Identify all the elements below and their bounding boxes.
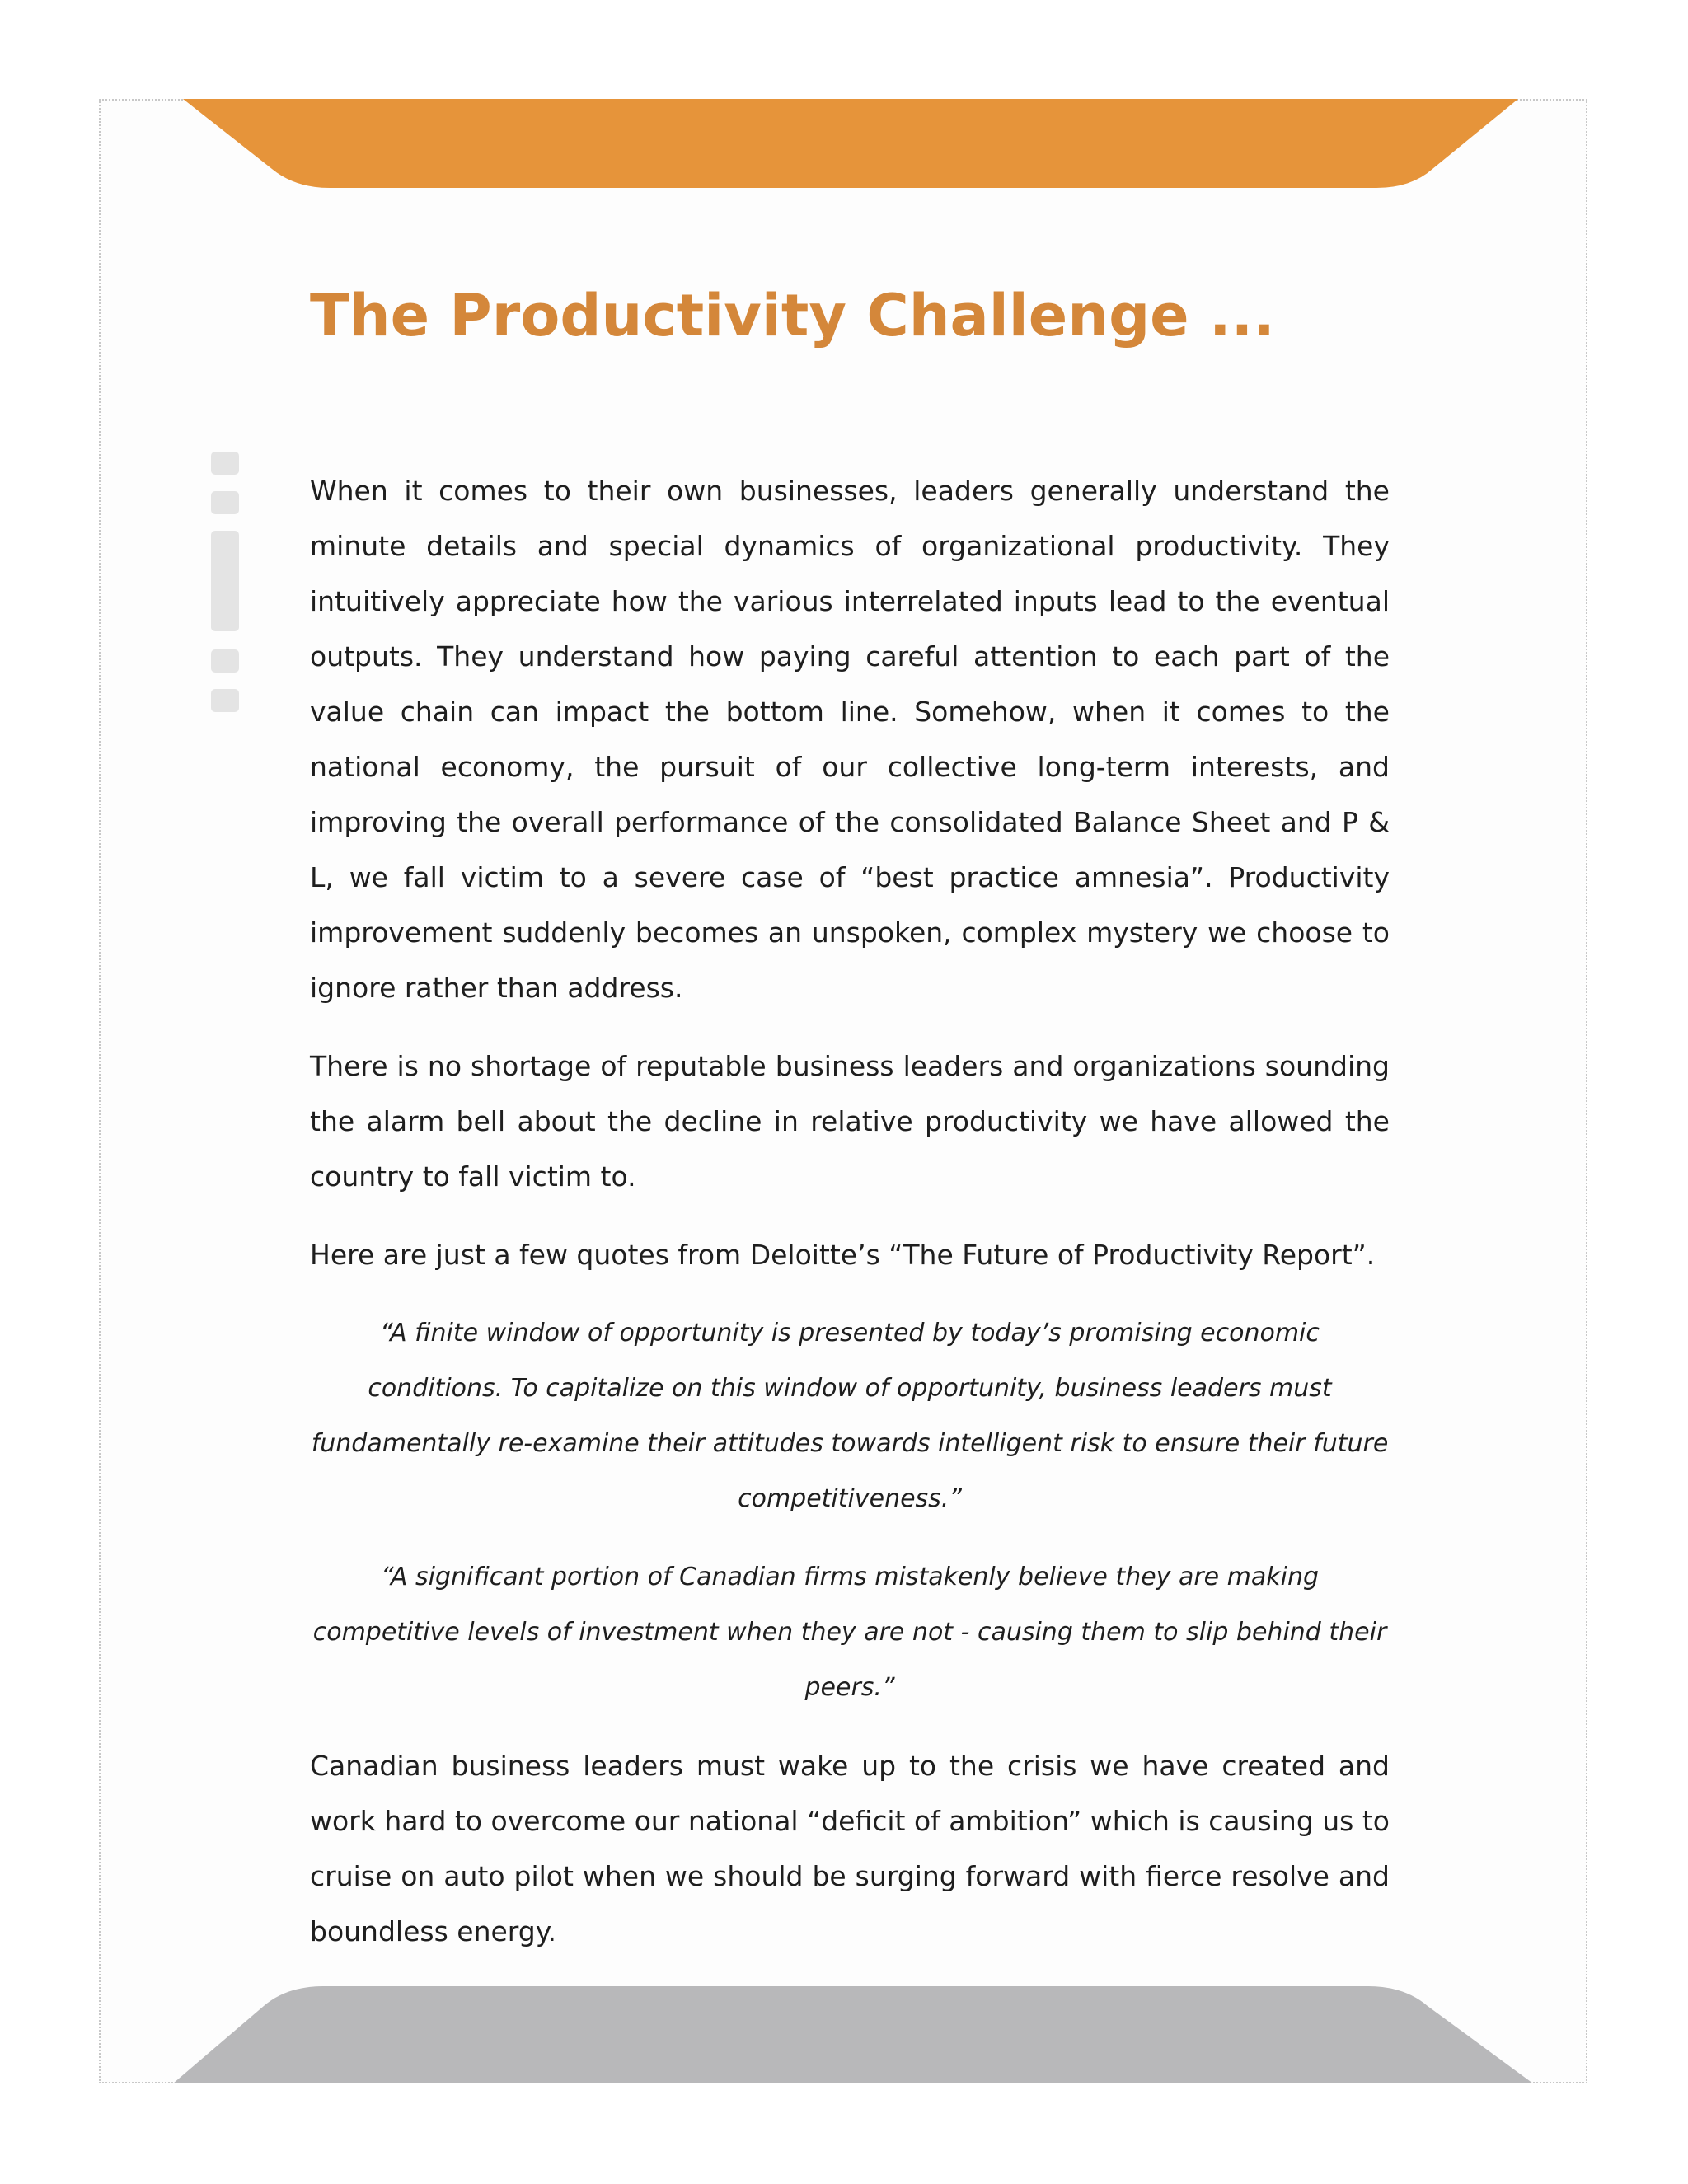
body-content bbox=[310, 463, 1390, 1982]
side-mark bbox=[211, 452, 239, 475]
side-mark bbox=[211, 689, 239, 712]
bottom-band bbox=[0, 1978, 1688, 2093]
body-paragraph-2: There is no shortage of reputable business leaders and organizations sounding the alarm bell about the decline in relative productivity we have allowed the country to fall victim to. bbox=[310, 1050, 1390, 1193]
top-accent-shape bbox=[183, 99, 1518, 188]
side-mark bbox=[211, 649, 239, 673]
body-paragraph-1: When it comes to their own businesses, leaders generally understand the minute details and special dynamics of organizational productivity. They intuitively appreciate how the various interrelated inputs lead to the eventual outputs. They understand how paying careful attention to each part of the value chain can impact the bottom line. Somehow, when it comes to the national economy, the pursuit of our collective long-term interests, and improving the overall performance of the consolidated Balance Sheet and P & L, we fall victim to a severe case of “best practice amnesia”. Productivity improvement suddenly becomes an unspoken, complex mystery we choose to ignore rather than address. bbox=[310, 475, 1390, 1004]
side-mark-long bbox=[211, 531, 239, 631]
body-paragraph-3: Here are just a few quotes from Deloitte’s “The Future of Productivity Report”. bbox=[310, 1239, 1376, 1271]
side-margin-marks bbox=[211, 452, 239, 715]
top-accent-band bbox=[0, 0, 1688, 198]
side-mark bbox=[211, 491, 239, 514]
page-title: The Productivity Challenge ... bbox=[310, 282, 1275, 349]
closing-paragraph: Canadian business leaders must wake up to the crisis we have created and work hard to overcome our national “deficit of ambition” which is causing us to cruise on auto pilot when we should be surging forward with fierce resolve and boundless energy. bbox=[310, 1750, 1390, 1947]
bottom-band-shape bbox=[173, 1986, 1533, 2083]
quote-2: “A significant portion of Canadian firms mistakenly believe they are making competitive levels of investment when they are not - causing them to slip behind their peers.” bbox=[312, 1563, 1387, 1702]
quote-1: “A finite window of opportunity is presented by today’s promising economic conditions. To capitalize on this window of opportunity, business leaders must fundamentally re-examine their attitudes towards intelligent risk to ensure their future competitiveness.” bbox=[311, 1319, 1389, 1513]
